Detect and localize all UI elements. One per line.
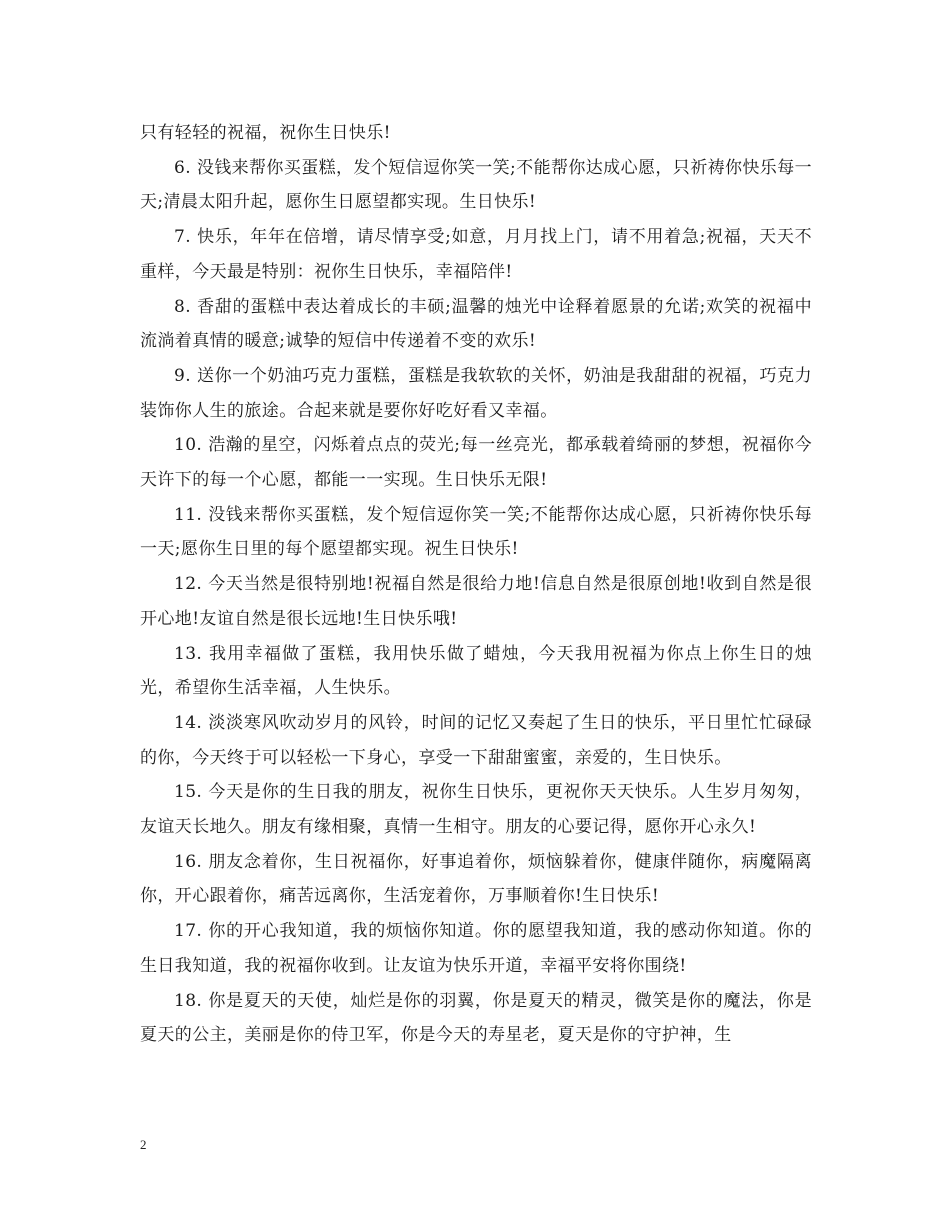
paragraph: 12. 今天当然是很特别地!祝福自然是很给力地!信息自然是很原创地!收到自然是很开心地!友谊自然是很长远地!生日快乐哦! [140, 574, 812, 629]
paragraph: 9. 送你一个奶油巧克力蛋糕，蛋糕是我软软的关怀，奶油是我甜甜的祝福，巧克力装饰你人生的旅途。合起来就是要你好吃好看又幸福。 [140, 365, 812, 421]
paragraph: 14. 淡淡寒风吹动岁月的风铃，时间的记忆又奏起了生日的快乐，平日里忙忙碌碌的你，今天终于可以轻松一下身心，享受一下甜甜蜜蜜，亲爱的，生日快乐。 [140, 712, 812, 768]
paragraph: 13. 我用幸福做了蛋糕，我用快乐做了蜡烛，今天我用祝福为你点上你生日的烛光，希望你生活幸福，人生快乐。 [140, 643, 812, 699]
paragraph: 18. 你是夏天的天使，灿烂是你的羽翼，你是夏天的精灵，微笑是你的魔法，你是夏天的公主，美丽是你的侍卫军，你是今天的寿星老，夏天是你的守护神，生 [140, 990, 812, 1046]
paragraph: 10. 浩瀚的星空，闪烁着点点的荧光;每一丝亮光，都承载着绮丽的梦想，祝福你今天许下的每一个心愿，都能一一实现。生日快乐无限! [140, 435, 812, 491]
paragraph: 只有轻轻的祝福，祝你生日快乐! [140, 123, 391, 143]
paragraph: 11. 没钱来帮你买蛋糕，发个短信逗你笑一笑;不能帮你达成心愿，只祈祷你快乐每一天;愿你生日里的每个愿望都实现。祝生日快乐! [140, 504, 812, 560]
paragraph: 7. 快乐，年年在倍增，请尽情享受;如意，月月找上门，请不用着急;祝福，天天不重样，今天最是特别：祝你生日快乐，幸福陪伴! [140, 227, 812, 282]
paragraph: 15. 今天是你的生日我的朋友，祝你生日快乐，更祝你天天快乐。人生岁月匆匆，友谊天长地久。朋友有缘相聚，真情一生相守。朋友的心要记得，愿你开心永久! [140, 782, 812, 838]
document-body [140, 116, 812, 1053]
page-number: 2 [140, 1137, 147, 1152]
paragraph: 8. 香甜的蛋糕中表达着成长的丰硕;温馨的烛光中诠释着愿景的允诺;欢笑的祝福中流淌着真情的暖意;诚挚的短信中传递着不变的欢乐! [140, 296, 812, 352]
paragraph: 17. 你的开心我知道，我的烦恼你知道。你的愿望我知道，我的感动你知道。你的生日我知道，我的祝福你收到。让友谊为快乐开道，幸福平安将你围绕! [140, 921, 812, 976]
paragraph: 6. 没钱来帮你买蛋糕，发个短信逗你笑一笑;不能帮你达成心愿，只祈祷你快乐每一天;清晨太阳升起，愿你生日愿望都实现。生日快乐! [140, 157, 812, 213]
paragraph: 16. 朋友念着你，生日祝福你，好事追着你，烦恼躲着你，健康伴随你，病魔隔离你，开心跟着你，痛苦远离你，生活宠着你，万事顺着你!生日快乐! [140, 851, 812, 907]
